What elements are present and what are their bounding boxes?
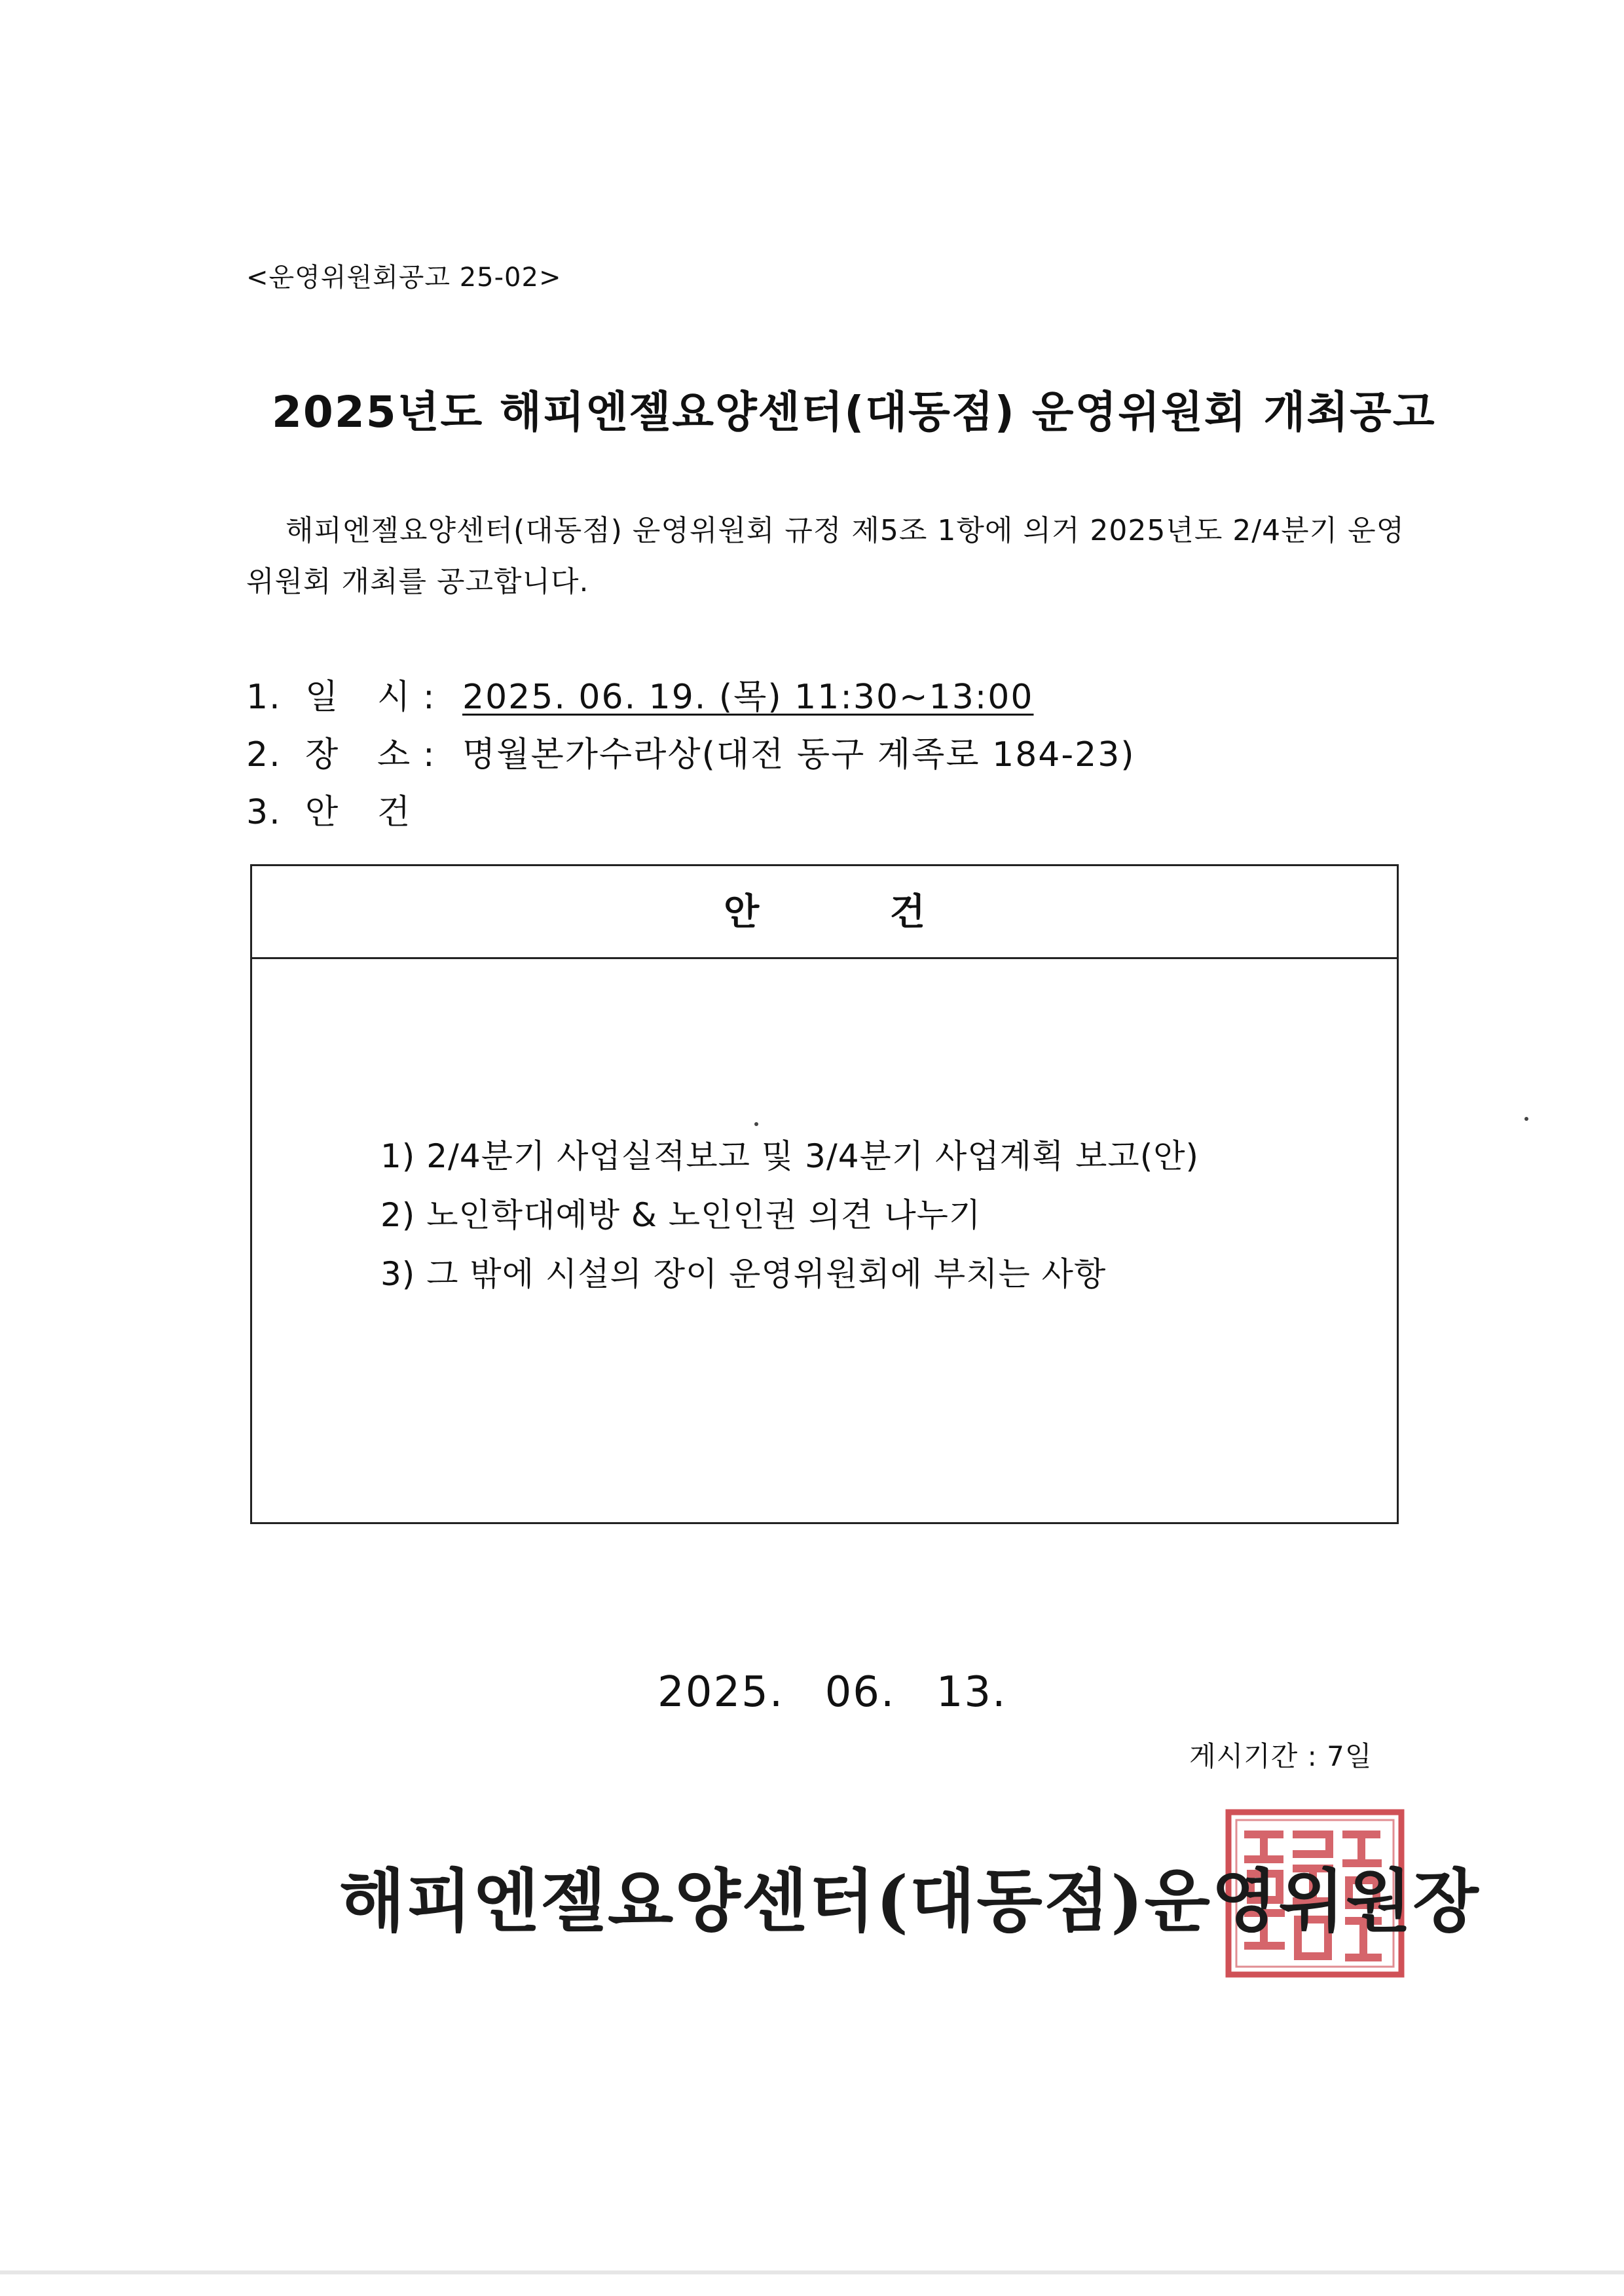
item-agenda xyxy=(246,784,462,833)
item-label-char: 소 xyxy=(377,735,411,774)
scan-speck xyxy=(1524,1117,1528,1121)
meeting-datetime: 2025. 06. 19. (목) 11:30~13:00 xyxy=(462,678,1034,717)
agenda-item: 3) 그 밖에 시설의 장이 운영위원회에 부치는 사항 xyxy=(380,1255,1107,1293)
item-label-char: 장 xyxy=(305,735,339,774)
posting-period: 게시기간 : 7일 xyxy=(1189,1740,1373,1772)
item-separator: : xyxy=(423,678,435,717)
item-number: 2. xyxy=(246,735,282,774)
item-datetime xyxy=(246,669,1033,718)
item-label xyxy=(305,784,462,833)
agenda-list xyxy=(380,1127,1199,1303)
document-title: 2025년도 해피엔젤요양센터(대동점) 운영위원회 개최공고 xyxy=(272,387,1436,437)
committee-chair: 해피엔젤요양센터(대동점)운영위원장 xyxy=(339,1861,1480,1941)
item-number: 1. xyxy=(246,678,282,717)
item-label xyxy=(305,669,462,718)
notice-number: <운영위원회공고 25-02> xyxy=(246,263,562,293)
agenda-item: 1) 2/4분기 사업실적보고 및 3/4분기 사업계획 보고(안) xyxy=(380,1137,1200,1175)
item-number: 3. xyxy=(246,793,282,832)
item-label xyxy=(305,727,462,776)
scan-speck xyxy=(754,1122,758,1126)
notice-date: 2025. 06. 13. xyxy=(657,1668,1007,1717)
item-label-char: 시 xyxy=(377,678,411,717)
intro-paragraph: 해피엔젤요양센터(대동점) 운영위원회 규정 제5조 1항에 의거 2025년도 2/4분기 운영위원회 개최를 공고합니다. xyxy=(246,514,1405,598)
item-label-char: 일 xyxy=(305,678,339,717)
agenda-item: 2) 노인학대예방 & 노인인권 의견 나누기 xyxy=(380,1196,982,1234)
item-venue xyxy=(246,727,1135,776)
meeting-venue: 명월본가수라상(대전 동구 계족로 184-23) xyxy=(462,735,1135,774)
scan-edge-line xyxy=(0,2270,1624,2274)
item-label-char: 안 xyxy=(305,793,339,832)
item-separator: : xyxy=(423,735,435,774)
agenda-table xyxy=(250,864,1399,1524)
item-label-char: 건 xyxy=(377,793,411,832)
agenda-table-header: 안 건 xyxy=(252,866,1397,959)
